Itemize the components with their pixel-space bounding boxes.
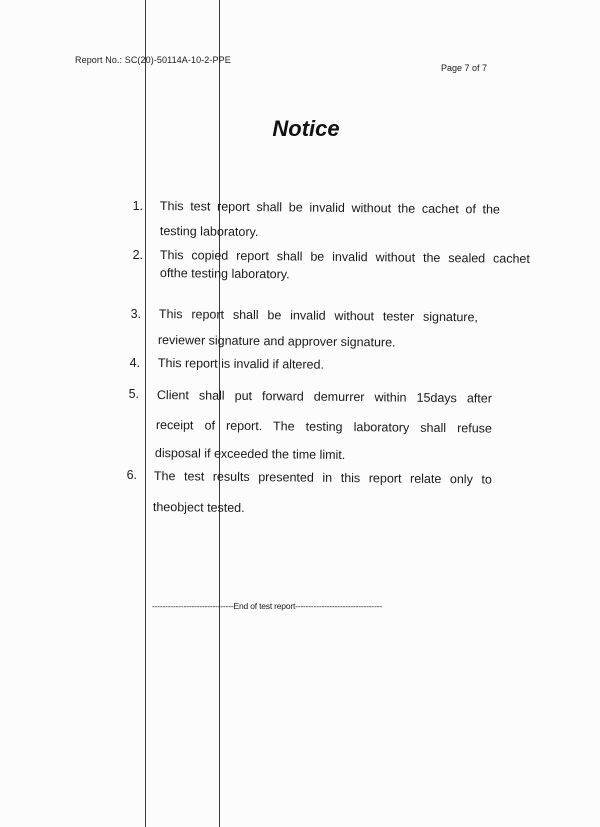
list-item-number: 3. <box>130 307 141 321</box>
report-number: Report No.: SC(20)-50114A-10-2-PPE <box>75 55 231 65</box>
list-item-line: This test report shall be invalid without the cachet of the <box>159 199 500 217</box>
list-item-line: receipt of report. The testing laboratory shall refuse <box>155 418 492 436</box>
list-item-line: Client shall put forward demurrer within 15days after <box>156 388 492 406</box>
list-item-number: 1. <box>132 199 143 213</box>
list-item-number: 6. <box>126 468 137 482</box>
page-title: Notice <box>272 116 340 141</box>
list-item-line: This report shall be invalid without tester signature, <box>158 307 478 325</box>
list-item-line: The test results presented in this report relate only to <box>153 469 492 487</box>
list-item-line: disposal if exceeded the time limit. <box>154 446 346 462</box>
list-item-line: This copied report shall be invalid without the sealed cachet <box>159 248 530 266</box>
list-item-number: 4. <box>129 356 140 370</box>
page-number: Page 7 of 7 <box>441 63 488 73</box>
list-item-line: This report is invalid if altered. <box>157 356 325 372</box>
list-item-line: ofthe testing laboratory. <box>159 266 290 282</box>
list-item-line: testing laboratory. <box>159 224 259 240</box>
list-item-line: reviewer signature and approver signature. <box>157 333 396 350</box>
end-of-report: -------------------------------End of test report--------------------------------- <box>152 601 382 611</box>
list-item-line: theobject tested. <box>152 500 245 515</box>
list-item-number: 5. <box>128 387 139 401</box>
list-item-number: 2. <box>132 248 143 262</box>
